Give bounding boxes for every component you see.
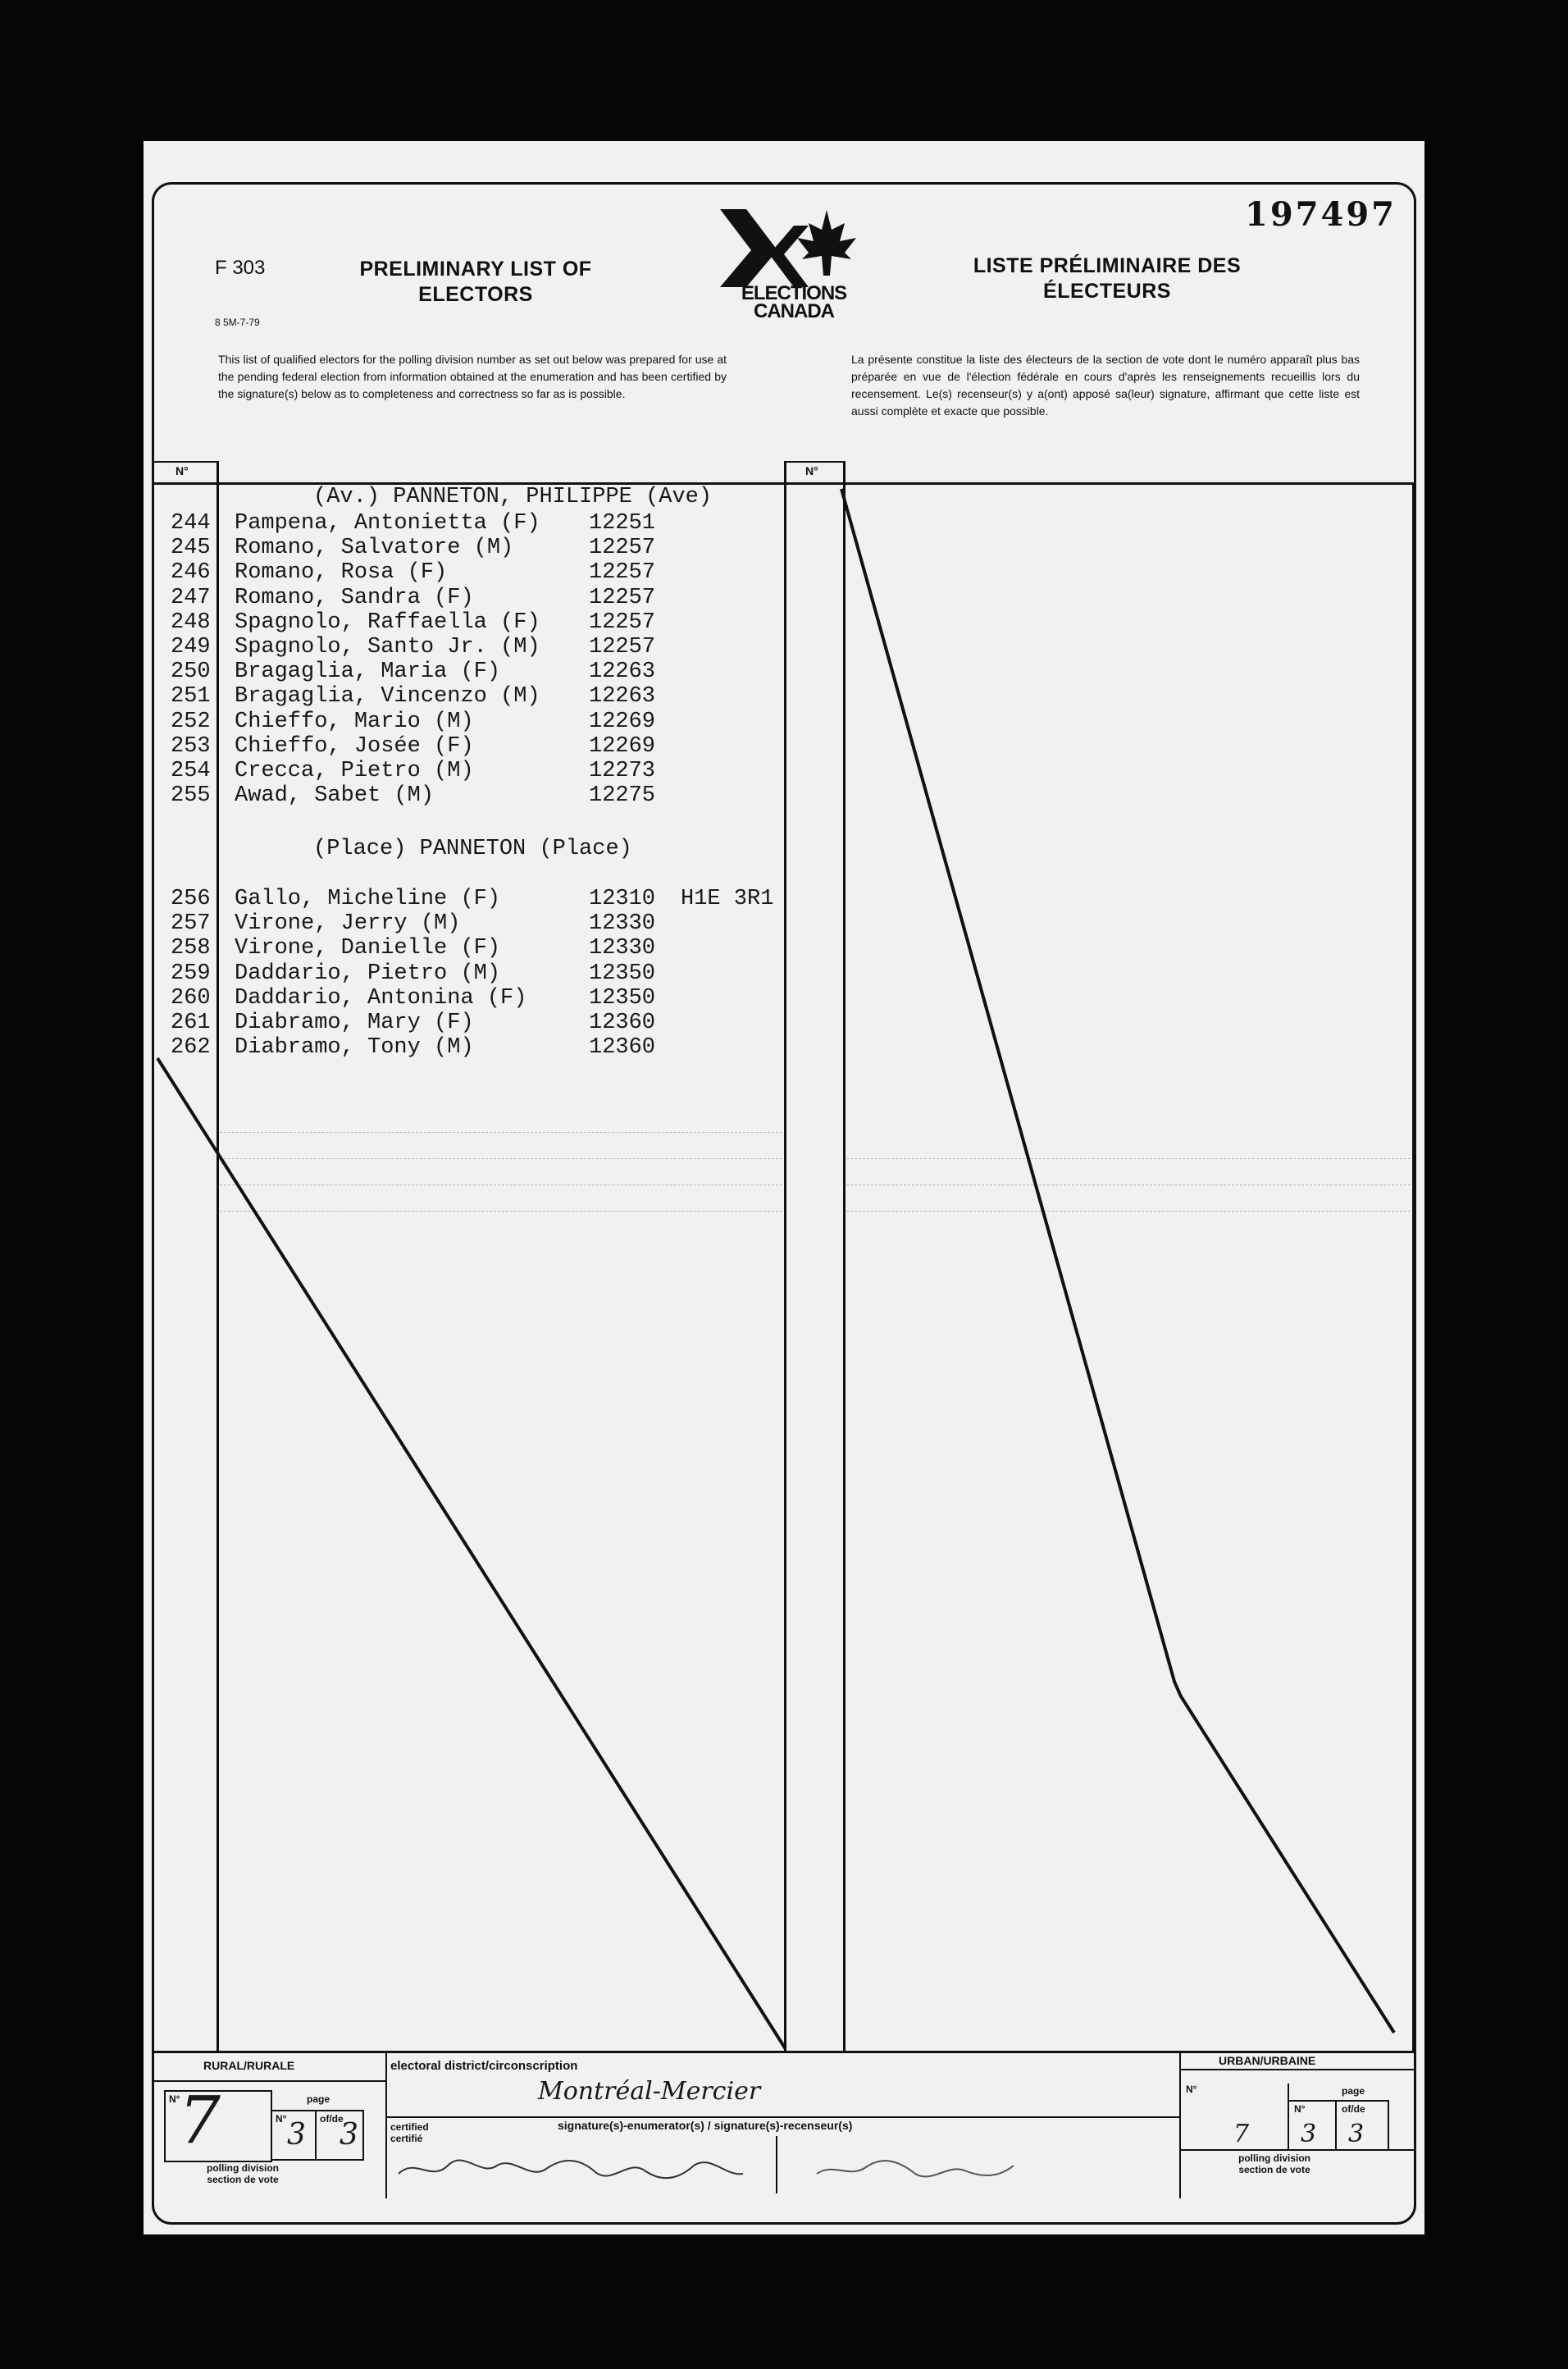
logo-text-elections: ELECTIONS bbox=[741, 282, 847, 304]
elector-name: Diabramo, Mary (F) bbox=[235, 1011, 474, 1035]
street-heading-1: (Av.) PANNETON, PHILIPPE (Ave) bbox=[313, 485, 713, 509]
urban-page-split bbox=[1335, 2100, 1337, 2149]
elector-code: 12257 bbox=[589, 536, 656, 561]
rural-page-total: 3 bbox=[340, 2118, 358, 2152]
elector-code: 12257 bbox=[589, 585, 656, 610]
district-label: electoral district/circonscription bbox=[390, 2059, 578, 2073]
column-header-no-left: N° bbox=[175, 464, 189, 477]
elector-name: Crecca, Pietro (M) bbox=[235, 759, 474, 783]
district-rule bbox=[385, 2116, 1179, 2118]
elector-code: 12310 bbox=[589, 887, 656, 911]
urban-page-number: 3 bbox=[1301, 2120, 1317, 2148]
street-heading-2: (Place) PANNETON (Place) bbox=[313, 837, 632, 861]
elector-name: Romano, Salvatore (M) bbox=[235, 536, 514, 561]
title-english: PRELIMINARY LIST OF ELECTORS bbox=[359, 258, 592, 306]
urban-no-label: N° bbox=[1186, 2084, 1197, 2095]
footer-top-rule bbox=[154, 2051, 1415, 2053]
rural-page-divider bbox=[315, 2110, 317, 2159]
elector-name: Daddario, Pietro (M) bbox=[235, 961, 501, 986]
elector-name: Daddario, Antonina (F) bbox=[235, 985, 527, 1011]
footer-rural-divider bbox=[385, 2051, 387, 2198]
certified-label-en: certified bbox=[390, 2121, 429, 2133]
elector-number: 253 bbox=[171, 733, 211, 759]
elector-number: 258 bbox=[171, 936, 211, 961]
elector-code: 12263 bbox=[589, 684, 656, 710]
enumerator-signatures bbox=[390, 2141, 1178, 2193]
elector-code: 12257 bbox=[589, 635, 656, 660]
elector-code: 12257 bbox=[589, 560, 656, 586]
elector-number: 245 bbox=[171, 536, 211, 561]
elector-code: 12251 bbox=[589, 511, 656, 536]
elector-code: 12275 bbox=[589, 783, 656, 809]
elector-code: 12269 bbox=[589, 709, 656, 734]
intro-french: La présente constitue la liste des électeurs de la section de vote dont le numéro apparaît plus bas préparée en vue de l'élection fédérale en cours d'après les renseignements recueillis lors du recensement. Le(s) recenseur(s) y a(ont) apposé sa(leur) signature, affirmant que cette liste est aussi complète et exacte que possible. bbox=[851, 353, 1360, 418]
elector-name: Spagnolo, Raffaella (F) bbox=[235, 609, 540, 635]
rural-page-label: page bbox=[307, 2093, 330, 2105]
elector-number: 251 bbox=[171, 684, 211, 710]
logo-text-canada: CANADA bbox=[754, 300, 834, 322]
elector-number: 246 bbox=[171, 560, 211, 586]
signature-label: signature(s)-enumerator(s) / signature(s)-recenseur(s) bbox=[558, 2119, 853, 2132]
elector-code: 12360 bbox=[589, 1035, 656, 1061]
district-value: Montréal-Mercier bbox=[538, 2077, 761, 2106]
urban-page-total: 3 bbox=[1348, 2120, 1365, 2148]
intro-english: This list of qualified electors for the polling division number as set out below was prepared for use at the pending federal election from information obtained at the enumeration and has been certified by the signature(s) below as to completeness and correctness so far as is possible. bbox=[218, 353, 727, 400]
cancel-line-right bbox=[841, 489, 1394, 2033]
rural-of-label: of/de bbox=[320, 2113, 344, 2125]
elector-code: 12330 bbox=[589, 936, 656, 961]
urban-label: URBAN/URBAINE bbox=[1219, 2054, 1316, 2067]
elector-name: Bragaglia, Vincenzo (M) bbox=[235, 684, 540, 710]
elector-code: 12257 bbox=[589, 609, 656, 635]
rural-page-no-label: N° bbox=[276, 2113, 287, 2125]
elector-number: 261 bbox=[171, 1011, 211, 1035]
elector-name: Romano, Sandra (F) bbox=[235, 585, 474, 610]
elector-code: 12273 bbox=[589, 759, 656, 783]
urban-polling-number: 7 bbox=[1233, 2120, 1250, 2148]
elector-number: 259 bbox=[171, 961, 211, 986]
elector-number: 252 bbox=[171, 709, 211, 734]
elector-number: 257 bbox=[171, 911, 211, 937]
elector-name: Pampena, Antonietta (F) bbox=[235, 511, 540, 536]
elector-name: Bragaglia, Maria (F) bbox=[235, 660, 501, 685]
elector-name: Chieffo, Mario (M) bbox=[235, 709, 474, 734]
column-header-no-right: N° bbox=[805, 464, 818, 477]
rural-polling-label bbox=[207, 2162, 279, 2185]
elector-name: Romano, Rosa (F) bbox=[235, 560, 448, 586]
certified-label-fr: certifié bbox=[390, 2133, 423, 2144]
form-code: F 303 bbox=[215, 257, 266, 279]
elector-number: 247 bbox=[171, 585, 211, 610]
elector-code: 12263 bbox=[589, 660, 656, 685]
elector-name: Virone, Jerry (M) bbox=[235, 911, 461, 937]
elector-number: 249 bbox=[171, 635, 211, 660]
elector-code: 12330 bbox=[589, 911, 656, 937]
elector-name: Gallo, Micheline (F) bbox=[235, 887, 501, 911]
document-number: 197497 bbox=[1245, 195, 1397, 234]
elector-name: Spagnolo, Santo Jr. (M) bbox=[235, 635, 540, 660]
title-french: LISTE PRÉLIMINAIRE DES ÉLECTEURS bbox=[973, 254, 1242, 303]
cancel-line-left bbox=[157, 1058, 786, 2049]
urban-page-no-label: N° bbox=[1294, 2103, 1306, 2115]
elector-number: 262 bbox=[171, 1035, 211, 1061]
urban-polling-label-en: polling division bbox=[1238, 2152, 1310, 2164]
elector-number: 250 bbox=[171, 660, 211, 685]
rural-polling-number: 7 bbox=[179, 2082, 221, 2158]
elector-name: Awad, Sabet (M) bbox=[235, 783, 435, 809]
elector-name: Diabramo, Tony (M) bbox=[235, 1035, 474, 1061]
rural-polling-label-fr: section de vote bbox=[207, 2174, 279, 2185]
elector-name: Chieffo, Josée (F) bbox=[235, 733, 474, 759]
elector-number: 254 bbox=[171, 759, 211, 783]
elector-number: 248 bbox=[171, 609, 211, 635]
elector-number: 255 bbox=[171, 783, 211, 809]
elector-name: Virone, Danielle (F) bbox=[235, 936, 501, 961]
footer-label-rule-right bbox=[1179, 2069, 1415, 2070]
footer-urban-divider bbox=[1179, 2051, 1181, 2198]
elector-number: 244 bbox=[171, 511, 211, 536]
elector-postal: H1E 3R1 bbox=[681, 887, 774, 911]
elector-code: 12269 bbox=[589, 733, 656, 759]
urban-polling-label bbox=[1238, 2152, 1310, 2175]
urban-page-label: page bbox=[1342, 2085, 1365, 2097]
urban-of-label: of/de bbox=[1342, 2103, 1365, 2115]
rural-label: RURAL/RURALE bbox=[203, 2059, 295, 2072]
elector-number: 260 bbox=[171, 985, 211, 1011]
rural-no-label: N° bbox=[169, 2093, 180, 2105]
urban-label-rule bbox=[1179, 2149, 1415, 2151]
elector-code: 12350 bbox=[589, 961, 656, 986]
urban-polling-label-fr: section de vote bbox=[1238, 2164, 1310, 2175]
elector-code: 12360 bbox=[589, 1011, 656, 1035]
elector-code: 12350 bbox=[589, 985, 656, 1011]
rural-page-number: 3 bbox=[287, 2118, 306, 2152]
print-code: 8 5M-7-79 bbox=[215, 317, 260, 328]
rural-polling-label-en: polling division bbox=[207, 2162, 279, 2174]
elector-number: 256 bbox=[171, 887, 211, 911]
